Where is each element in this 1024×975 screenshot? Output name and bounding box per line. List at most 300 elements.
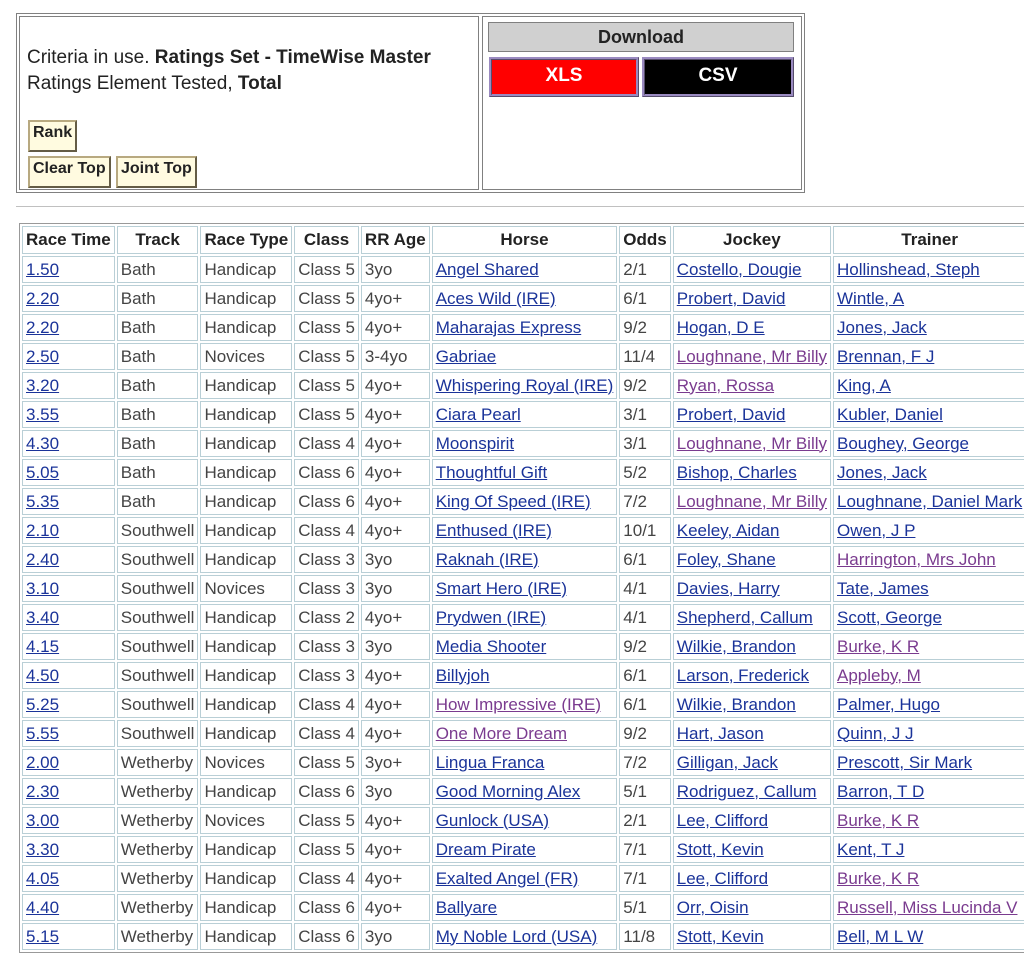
race-time-link[interactable]: 4.40 <box>26 897 60 917</box>
cell-class: Class 3 <box>294 575 359 602</box>
cell-race-time <box>22 720 115 747</box>
cell-odds: 5/2 <box>619 459 670 486</box>
cell-trainer <box>833 749 1024 776</box>
cell-rr-age: 3yo+ <box>361 749 430 776</box>
cell-rr-age: 3yo <box>361 778 430 805</box>
joint-top-button[interactable]: Joint Top <box>116 156 197 188</box>
cell-track: Southwell <box>117 546 199 573</box>
trainer-link[interactable]: Palmer, Hugo <box>837 694 941 714</box>
criteria-prefix: Criteria in use. <box>27 47 150 68</box>
cell-race-type: Handicap <box>200 894 292 921</box>
cell-class: Class 4 <box>294 865 359 892</box>
cell-track: Southwell <box>117 691 199 718</box>
cell-horse <box>432 546 618 573</box>
header-jockey[interactable]: Jockey <box>673 226 831 254</box>
race-time-link[interactable]: 4.05 <box>26 868 60 888</box>
cell-track: Southwell <box>117 662 199 689</box>
cell-rr-age: 4yo+ <box>361 372 430 399</box>
cell-rr-age: 4yo+ <box>361 459 430 486</box>
cell-race-time <box>22 575 115 602</box>
horse-link[interactable]: Smart Hero (IRE) <box>435 578 567 598</box>
cell-odds: 6/1 <box>619 691 670 718</box>
table-row <box>22 401 1024 428</box>
cell-jockey <box>673 778 831 805</box>
cell-race-time <box>22 372 115 399</box>
trainer-link[interactable]: Prescott, Sir Mark <box>837 752 973 772</box>
horse-link[interactable]: Whispering Royal (IRE) <box>435 375 614 395</box>
cell-race-type: Handicap <box>200 923 292 950</box>
cell-class: Class 2 <box>294 604 359 631</box>
cell-horse <box>432 372 618 399</box>
cell-race-type: Handicap <box>200 256 292 283</box>
download-xls-button[interactable]: XLS <box>489 57 639 97</box>
cell-odds: 7/2 <box>619 488 670 515</box>
cell-race-time <box>22 604 115 631</box>
table-row <box>22 691 1024 718</box>
cell-class: Class 5 <box>294 807 359 834</box>
cell-trainer <box>833 894 1024 921</box>
cell-track: Wetherby <box>117 807 199 834</box>
cell-odds: 9/2 <box>619 314 670 341</box>
cell-odds: 7/1 <box>619 865 670 892</box>
trainer-link[interactable]: Russell, Miss Lucinda V <box>837 897 1018 917</box>
criteria-box <box>19 16 479 190</box>
race-time-link[interactable]: 2.20 <box>26 288 60 308</box>
cell-race-time <box>22 894 115 921</box>
cell-jockey <box>673 372 831 399</box>
cell-odds: 3/1 <box>619 401 670 428</box>
trainer-link[interactable]: Loughnane, Daniel Mark <box>837 491 1023 511</box>
cell-track: Southwell <box>117 720 199 747</box>
jockey-link[interactable]: Probert, David <box>676 404 786 424</box>
horse-link[interactable]: Moonspirit <box>435 433 515 453</box>
cell-race-time <box>22 778 115 805</box>
table-body <box>22 256 1024 950</box>
cell-race-time <box>22 923 115 950</box>
cell-race-type: Handicap <box>200 285 292 312</box>
cell-horse <box>432 459 618 486</box>
cell-odds: 11/4 <box>619 343 670 370</box>
cell-rr-age: 3yo <box>361 633 430 660</box>
cell-race-time <box>22 865 115 892</box>
trainer-link[interactable]: Barron, T D <box>837 781 925 801</box>
criteria-ratings-set-line <box>27 47 431 69</box>
cell-class: Class 4 <box>294 720 359 747</box>
table-row <box>22 604 1024 631</box>
trainer-link[interactable]: Quinn, J J <box>837 723 914 743</box>
cell-track: Wetherby <box>117 865 199 892</box>
cell-horse <box>432 604 618 631</box>
race-time-link[interactable]: 5.55 <box>26 723 60 743</box>
cell-trainer <box>833 401 1024 428</box>
cell-trainer <box>833 778 1024 805</box>
clear-top-button[interactable]: Clear Top <box>28 156 111 188</box>
cell-track: Southwell <box>117 517 199 544</box>
cell-rr-age: 4yo+ <box>361 720 430 747</box>
cell-class: Class 3 <box>294 662 359 689</box>
cell-jockey <box>673 430 831 457</box>
table-row <box>22 256 1024 283</box>
cell-race-type: Handicap <box>200 604 292 631</box>
cell-class: Class 5 <box>294 836 359 863</box>
cell-jockey <box>673 401 831 428</box>
table-row <box>22 314 1024 341</box>
table-row <box>22 662 1024 689</box>
cell-jockey <box>673 894 831 921</box>
jockey-link[interactable]: Gilligan, Jack <box>676 752 778 772</box>
cell-jockey <box>673 749 831 776</box>
jockey-link[interactable]: Stott, Kevin <box>676 839 764 859</box>
cell-track: Wetherby <box>117 778 199 805</box>
cell-class: Class 4 <box>294 517 359 544</box>
cell-class: Class 5 <box>294 314 359 341</box>
race-time-link[interactable]: 2.00 <box>26 752 60 772</box>
race-time-link[interactable]: 2.10 <box>26 520 60 540</box>
table-row <box>22 778 1024 805</box>
cell-trainer <box>833 662 1024 689</box>
cell-rr-age: 3yo <box>361 256 430 283</box>
header-race-type[interactable]: Race Type <box>200 226 292 254</box>
cell-race-type: Handicap <box>200 488 292 515</box>
header-horse[interactable]: Horse <box>432 226 618 254</box>
jockey-link[interactable]: Bishop, Charles <box>676 462 797 482</box>
cell-odds: 9/2 <box>619 372 670 399</box>
horse-link[interactable]: Ciara Pearl <box>435 404 521 424</box>
jockey-link[interactable]: Larson, Frederick <box>676 665 810 685</box>
race-time-link[interactable]: 5.35 <box>26 491 60 511</box>
cell-trainer <box>833 865 1024 892</box>
element-prefix: Ratings Element Tested, <box>27 73 233 94</box>
cell-trainer <box>833 923 1024 950</box>
jockey-link[interactable]: Wilkie, Brandon <box>676 694 796 714</box>
trainer-link[interactable]: Appleby, M <box>837 665 921 685</box>
criteria-panel <box>16 13 805 193</box>
header-rr-age[interactable]: RR Age <box>361 226 430 254</box>
cell-rr-age: 4yo+ <box>361 865 430 892</box>
jockey-link[interactable]: Stott, Kevin <box>676 926 764 946</box>
cell-class: Class 6 <box>294 488 359 515</box>
cell-race-time <box>22 488 115 515</box>
horse-link[interactable]: Angel Shared <box>435 259 539 279</box>
cell-track: Wetherby <box>117 749 199 776</box>
cell-race-time <box>22 633 115 660</box>
cell-track: Southwell <box>117 575 199 602</box>
cell-rr-age: 4yo+ <box>361 662 430 689</box>
trainer-link[interactable]: Jones, Jack <box>837 317 927 337</box>
cell-track: Bath <box>117 430 199 457</box>
horse-link[interactable]: Thoughtful Gift <box>435 462 548 482</box>
cell-race-time <box>22 256 115 283</box>
trainer-link[interactable]: Bell, M L W <box>837 926 924 946</box>
jockey-link[interactable]: Davies, Harry <box>676 578 780 598</box>
cell-rr-age: 4yo+ <box>361 430 430 457</box>
horse-link[interactable]: Gabriae <box>435 346 497 366</box>
jockey-link[interactable]: Foley, Shane <box>676 549 776 569</box>
race-time-link[interactable]: 5.25 <box>26 694 60 714</box>
cell-horse <box>432 488 618 515</box>
cell-trainer <box>833 575 1024 602</box>
horse-link[interactable]: Enthused (IRE) <box>435 520 552 540</box>
cell-horse <box>432 691 618 718</box>
cell-track: Southwell <box>117 604 199 631</box>
cell-rr-age: 4yo+ <box>361 604 430 631</box>
cell-track: Bath <box>117 343 199 370</box>
cell-jockey <box>673 807 831 834</box>
cell-odds: 6/1 <box>619 662 670 689</box>
cell-race-time <box>22 662 115 689</box>
cell-trainer <box>833 633 1024 660</box>
table-row <box>22 372 1024 399</box>
cell-horse <box>432 517 618 544</box>
table-row <box>22 430 1024 457</box>
cell-horse <box>432 807 618 834</box>
jockey-link[interactable]: Keeley, Aidan <box>676 520 780 540</box>
cell-odds: 7/2 <box>619 749 670 776</box>
horse-link[interactable]: One More Dream <box>435 723 568 743</box>
table-row <box>22 633 1024 660</box>
cell-race-type: Handicap <box>200 865 292 892</box>
cell-odds: 3/1 <box>619 430 670 457</box>
cell-class: Class 5 <box>294 343 359 370</box>
horse-link[interactable]: Gunlock (USA) <box>435 810 550 830</box>
race-time-link[interactable]: 2.50 <box>26 346 60 366</box>
race-time-link[interactable]: 4.30 <box>26 433 60 453</box>
cell-trainer <box>833 488 1024 515</box>
table-row <box>22 488 1024 515</box>
jockey-link[interactable]: Lee, Clifford <box>676 810 769 830</box>
jockey-link[interactable]: Loughnane, Mr Billy <box>676 346 828 366</box>
horse-link[interactable]: Raknah (IRE) <box>435 549 539 569</box>
trainer-link[interactable]: Wintle, A <box>837 288 905 308</box>
cell-horse <box>432 865 618 892</box>
cell-odds: 6/1 <box>619 285 670 312</box>
cell-rr-age: 4yo+ <box>361 401 430 428</box>
cell-horse <box>432 633 618 660</box>
cell-track: Southwell <box>117 633 199 660</box>
cell-track: Bath <box>117 314 199 341</box>
cell-class: Class 6 <box>294 459 359 486</box>
download-box <box>482 16 802 190</box>
jockey-link[interactable]: Loughnane, Mr Billy <box>676 433 828 453</box>
cell-rr-age: 4yo+ <box>361 517 430 544</box>
cell-jockey <box>673 633 831 660</box>
cell-jockey <box>673 285 831 312</box>
table-row <box>22 720 1024 747</box>
cell-trainer <box>833 314 1024 341</box>
cell-rr-age: 4yo+ <box>361 807 430 834</box>
race-time-link[interactable]: 3.40 <box>26 607 60 627</box>
jockey-link[interactable]: Loughnane, Mr Billy <box>676 491 828 511</box>
trainer-link[interactable]: Brennan, F J <box>837 346 935 366</box>
race-time-link[interactable]: 3.30 <box>26 839 60 859</box>
cell-odds: 4/1 <box>619 575 670 602</box>
cell-class: Class 5 <box>294 401 359 428</box>
cell-race-type: Handicap <box>200 691 292 718</box>
cell-odds: 9/2 <box>619 720 670 747</box>
cell-horse <box>432 720 618 747</box>
trainer-link[interactable]: Harrington, Mrs John <box>837 549 996 569</box>
cell-trainer <box>833 343 1024 370</box>
trainer-link[interactable]: Kubler, Daniel <box>837 404 943 424</box>
cell-trainer <box>833 256 1024 283</box>
cell-race-type: Handicap <box>200 546 292 573</box>
trainer-link[interactable]: Burke, K R <box>837 868 920 888</box>
horse-link[interactable]: Billyjoh <box>435 665 490 685</box>
cell-race-type: Handicap <box>200 517 292 544</box>
cell-race-type: Handicap <box>200 836 292 863</box>
cell-race-type: Handicap <box>200 662 292 689</box>
download-csv-button[interactable]: CSV <box>642 57 794 97</box>
horse-link[interactable]: How Impressive (IRE) <box>435 694 601 714</box>
cell-horse <box>432 430 618 457</box>
header-trainer[interactable]: Trainer <box>833 226 1024 254</box>
cell-race-type: Handicap <box>200 401 292 428</box>
race-time-link[interactable]: 5.05 <box>26 462 60 482</box>
jockey-link[interactable]: Rodriguez, Callum <box>676 781 817 801</box>
cell-race-type: Handicap <box>200 633 292 660</box>
cell-track: Wetherby <box>117 894 199 921</box>
cell-jockey <box>673 546 831 573</box>
cell-race-time <box>22 285 115 312</box>
cell-odds: 5/1 <box>619 778 670 805</box>
cell-jockey <box>673 662 831 689</box>
trainer-link[interactable]: Burke, K R <box>837 636 920 656</box>
race-time-link[interactable]: 3.20 <box>26 375 60 395</box>
cell-class: Class 3 <box>294 546 359 573</box>
cell-race-time <box>22 749 115 776</box>
jockey-link[interactable]: Hogan, D E <box>676 317 765 337</box>
horse-link[interactable]: Media Shooter <box>435 636 547 656</box>
cell-race-type: Novices <box>200 807 292 834</box>
horse-link[interactable]: Exalted Angel (FR) <box>435 868 579 888</box>
cell-jockey <box>673 343 831 370</box>
horse-link[interactable]: Good Morning Alex <box>435 781 581 801</box>
cell-trainer <box>833 459 1024 486</box>
cell-rr-age: 3yo <box>361 546 430 573</box>
jockey-link[interactable]: Probert, David <box>676 288 786 308</box>
cell-trainer <box>833 720 1024 747</box>
cell-odds: 4/1 <box>619 604 670 631</box>
horse-link[interactable]: Aces Wild (IRE) <box>435 288 556 308</box>
cell-horse <box>432 256 618 283</box>
cell-race-time <box>22 691 115 718</box>
cell-track: Bath <box>117 459 199 486</box>
trainer-link[interactable]: Hollinshead, Steph <box>837 259 980 279</box>
race-time-link[interactable]: 2.30 <box>26 781 60 801</box>
race-time-link[interactable]: 1.50 <box>26 259 60 279</box>
jockey-link[interactable]: Lee, Clifford <box>676 868 769 888</box>
jockey-link[interactable]: Costello, Dougie <box>676 259 802 279</box>
horse-link[interactable]: Dream Pirate <box>435 839 536 859</box>
table-row <box>22 517 1024 544</box>
cell-class: Class 6 <box>294 923 359 950</box>
cell-horse <box>432 343 618 370</box>
cell-race-type: Novices <box>200 749 292 776</box>
cell-trainer <box>833 430 1024 457</box>
cell-horse <box>432 923 618 950</box>
cell-jockey <box>673 691 831 718</box>
cell-horse <box>432 401 618 428</box>
jockey-link[interactable]: Wilkie, Brandon <box>676 636 796 656</box>
horse-link[interactable]: Maharajas Express <box>435 317 582 337</box>
cell-trainer <box>833 546 1024 573</box>
download-title: Download <box>488 22 794 52</box>
trainer-link[interactable]: Jones, Jack <box>837 462 927 482</box>
horse-link[interactable]: Lingua Franca <box>435 752 545 772</box>
cell-rr-age: 3yo <box>361 575 430 602</box>
horse-link[interactable]: Prydwen (IRE) <box>435 607 547 627</box>
cell-horse <box>432 836 618 863</box>
race-time-link[interactable]: 3.00 <box>26 810 60 830</box>
jockey-link[interactable]: Orr, Oisin <box>676 897 749 917</box>
header-odds[interactable]: Odds <box>619 226 670 254</box>
jockey-link[interactable]: Ryan, Rossa <box>676 375 775 395</box>
cell-race-type: Handicap <box>200 459 292 486</box>
table-row <box>22 749 1024 776</box>
table-row <box>22 894 1024 921</box>
horse-link[interactable]: Ballyare <box>435 897 498 917</box>
cell-class: Class 5 <box>294 749 359 776</box>
race-time-link[interactable]: 5.15 <box>26 926 60 946</box>
race-time-link[interactable]: 2.40 <box>26 549 60 569</box>
cell-rr-age: 4yo+ <box>361 836 430 863</box>
horse-link[interactable]: King Of Speed (IRE) <box>435 491 591 511</box>
horse-link[interactable]: My Noble Lord (USA) <box>435 926 598 946</box>
element-value: Total <box>237 73 282 94</box>
race-time-link[interactable]: 2.20 <box>26 317 60 337</box>
cell-track: Bath <box>117 256 199 283</box>
rank-button[interactable]: Rank <box>28 120 77 152</box>
table-row <box>22 546 1024 573</box>
cell-trainer <box>833 807 1024 834</box>
cell-race-type: Novices <box>200 575 292 602</box>
cell-rr-age: 4yo+ <box>361 285 430 312</box>
cell-horse <box>432 894 618 921</box>
race-time-link[interactable]: 4.50 <box>26 665 60 685</box>
jockey-link[interactable]: Shepherd, Callum <box>676 607 813 627</box>
trainer-link[interactable]: Tate, James <box>837 578 929 598</box>
header-class[interactable]: Class <box>294 226 359 254</box>
cell-odds: 9/2 <box>619 633 670 660</box>
cell-race-type: Handicap <box>200 430 292 457</box>
cell-track: Bath <box>117 401 199 428</box>
trainer-link[interactable]: Owen, J P <box>837 520 916 540</box>
cell-odds: 11/8 <box>619 923 670 950</box>
cell-rr-age: 3-4yo <box>361 343 430 370</box>
trainer-link[interactable]: Kent, T J <box>837 839 905 859</box>
divider <box>16 206 1024 207</box>
cell-horse <box>432 314 618 341</box>
header-track[interactable]: Track <box>117 226 199 254</box>
trainer-link[interactable]: Burke, K R <box>837 810 920 830</box>
race-time-link[interactable]: 3.55 <box>26 404 60 424</box>
race-time-link[interactable]: 4.15 <box>26 636 60 656</box>
cell-odds: 5/1 <box>619 894 670 921</box>
trainer-link[interactable]: King, A <box>837 375 891 395</box>
table-header-row <box>22 226 1024 254</box>
cell-race-time <box>22 401 115 428</box>
header-race-time[interactable]: Race Time <box>22 226 115 254</box>
cell-race-type: Novices <box>200 343 292 370</box>
cell-class: Class 5 <box>294 372 359 399</box>
cell-jockey <box>673 604 831 631</box>
trainer-link[interactable]: Scott, George <box>837 607 942 627</box>
trainer-link[interactable]: Boughey, George <box>837 433 970 453</box>
race-time-link[interactable]: 3.10 <box>26 578 60 598</box>
cell-odds: 10/1 <box>619 517 670 544</box>
cell-race-time <box>22 807 115 834</box>
jockey-link[interactable]: Hart, Jason <box>676 723 764 743</box>
